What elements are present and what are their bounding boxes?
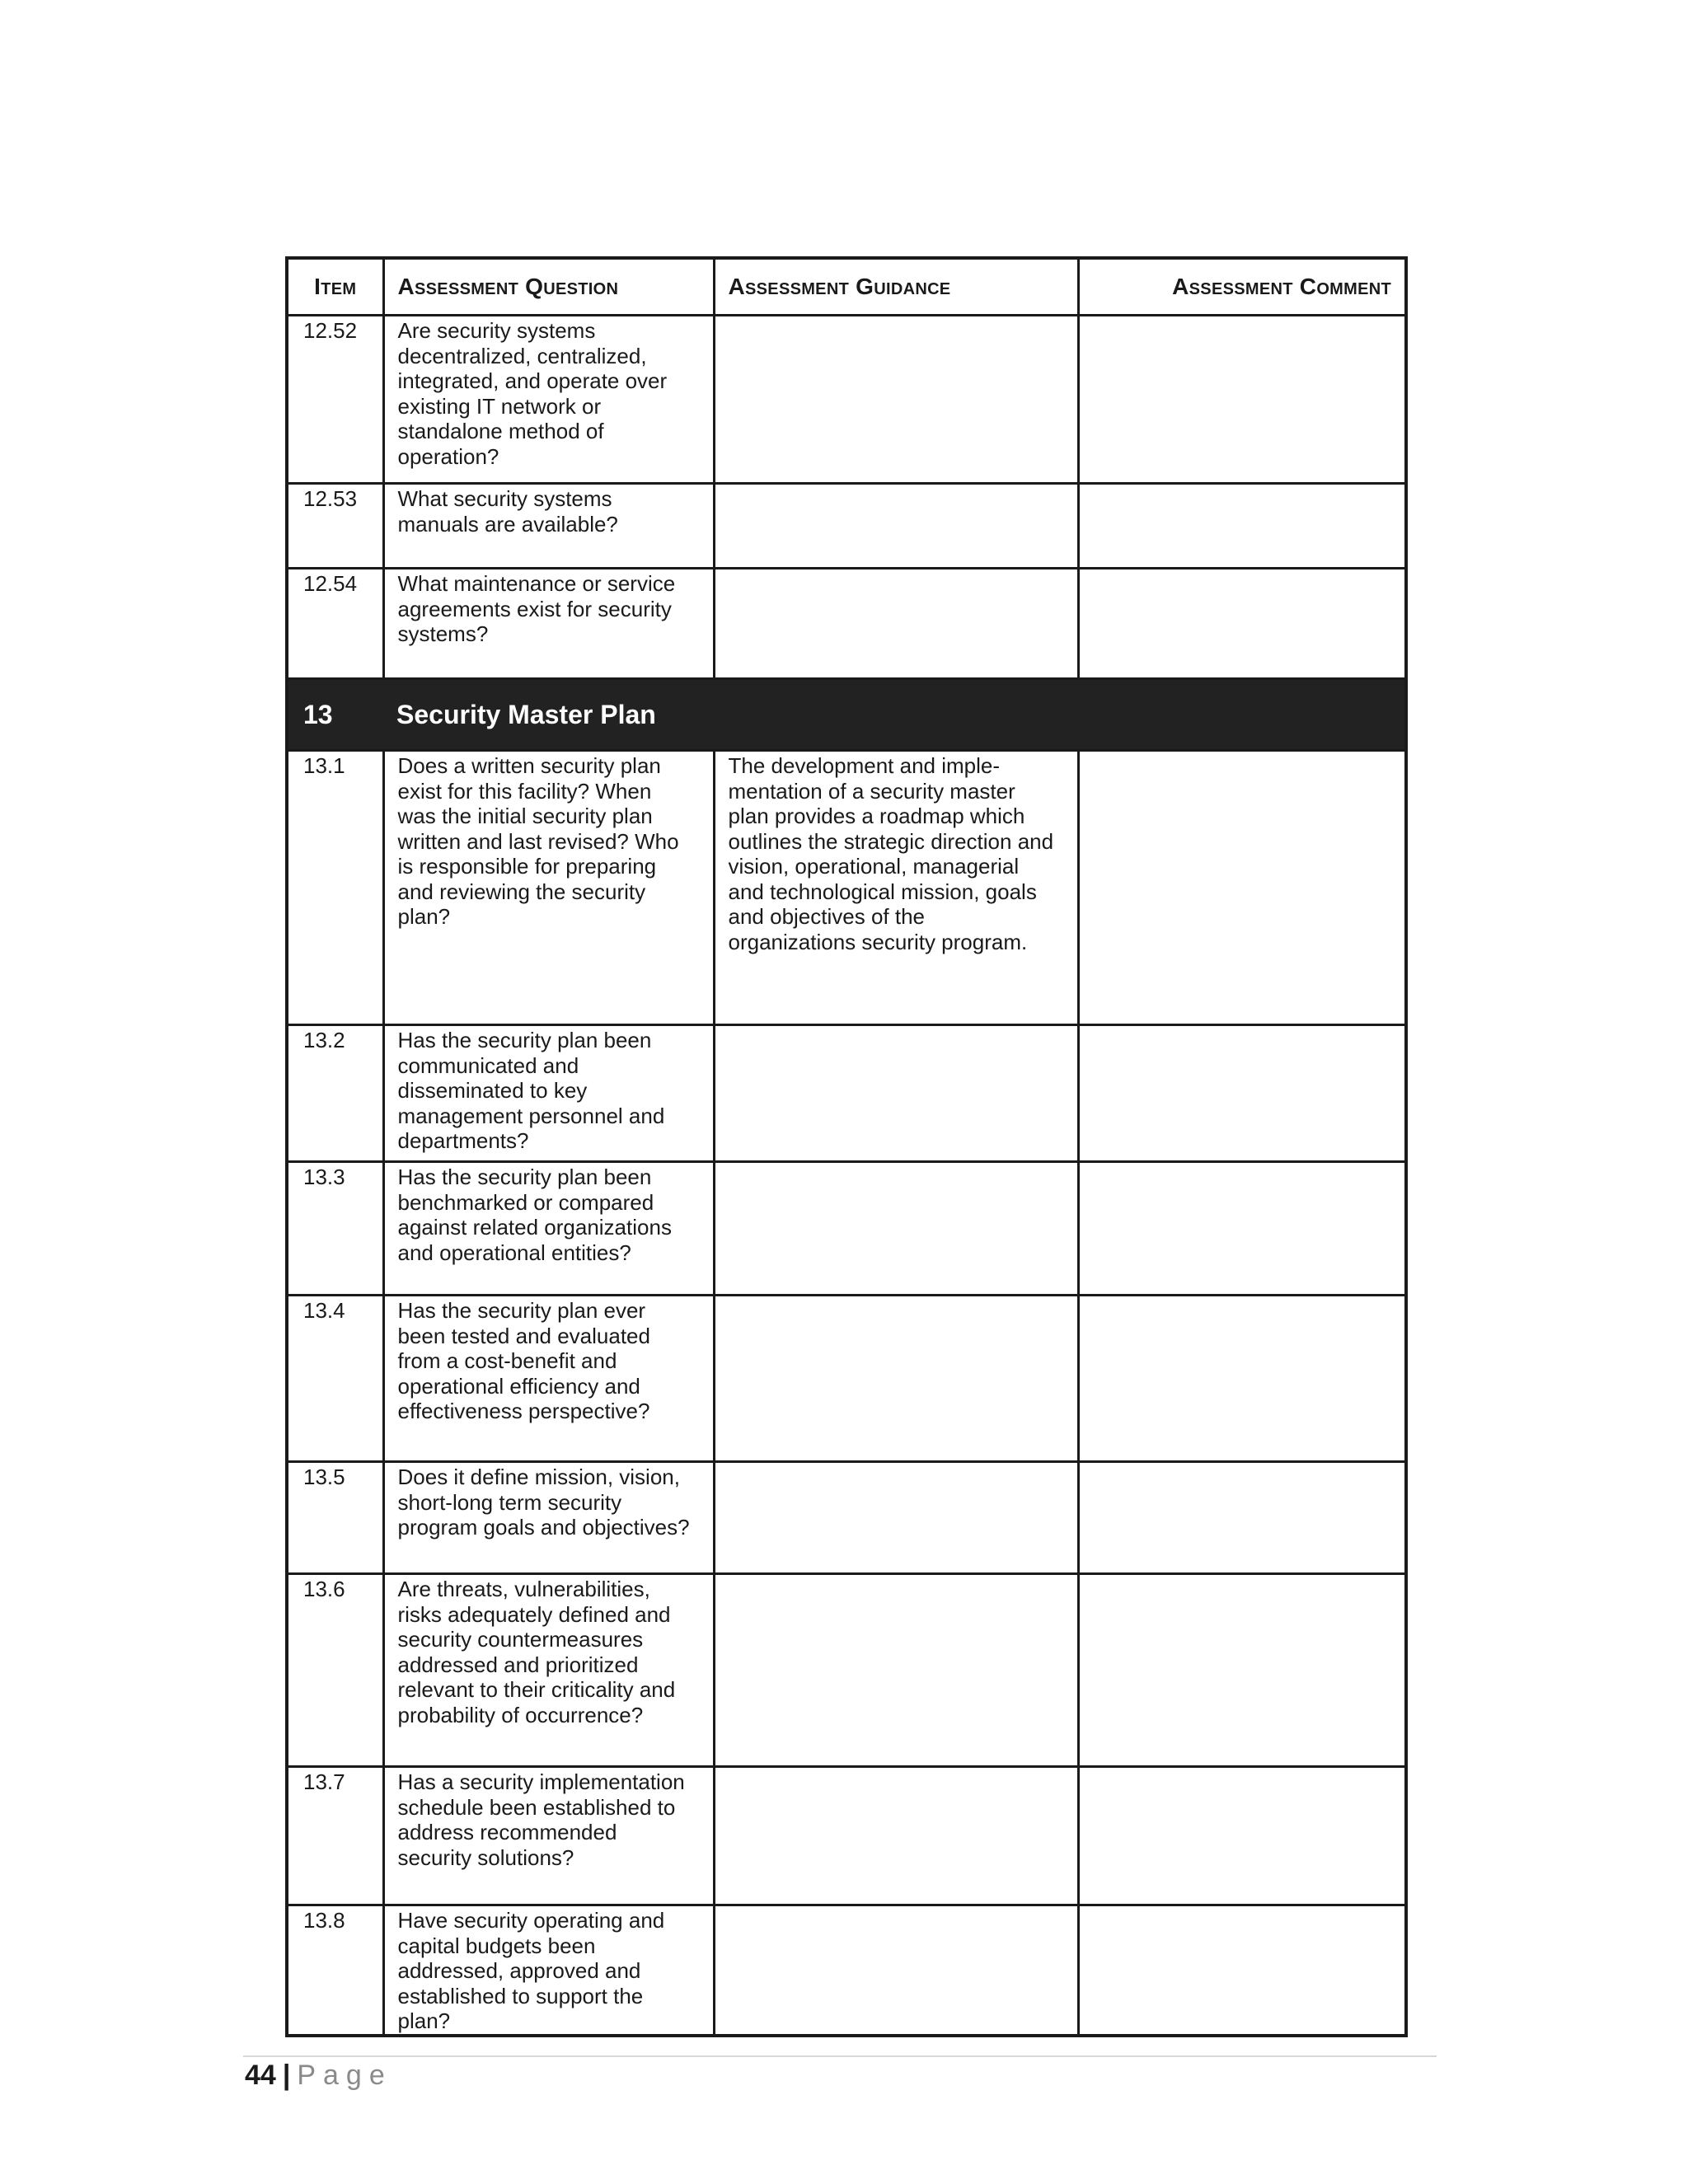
question-cell: [383, 569, 714, 679]
item-cell: [287, 1162, 383, 1296]
guidance-cell: [714, 751, 1078, 1025]
page-label: Page: [297, 2060, 392, 2091]
table-row: [287, 1296, 1406, 1462]
item-number: 12.53: [303, 486, 358, 511]
comment-text: [1080, 1463, 1405, 1465]
comment-text: [1080, 1575, 1405, 1577]
question-cell: [383, 1767, 714, 1905]
question-cell: [383, 316, 714, 484]
header-guidance: Assessment Guidance: [714, 258, 1078, 316]
table-header-row: [287, 258, 1406, 316]
section-number: [287, 679, 383, 751]
item-number: 12.54: [303, 571, 358, 596]
comment-cell: [1078, 1025, 1406, 1162]
table-row: [287, 1162, 1406, 1296]
guidance-cell: [714, 484, 1078, 569]
section-title-text: Security Master Plan: [396, 699, 656, 729]
item-cell: [287, 484, 383, 569]
question-text: Has the security plan ever been tested and evaluated from a cost-benefit and operational efficiency and effectiveness perspective?: [397, 1298, 650, 1423]
section-title: [383, 679, 1406, 751]
guidance-cell: [714, 1574, 1078, 1767]
guidance-text: The development and imple- mentation of a security master plan provides a roadmap which outlines the strategic direction and vision, operational, managerial and technological mission, goals and objectives of the organizations security program.: [728, 753, 1054, 954]
comment-text: [1080, 1906, 1405, 1908]
question-cell: [383, 484, 714, 569]
page-separator: |: [282, 2060, 291, 2091]
item-number: 13.1: [303, 753, 345, 778]
comment-cell: [1078, 569, 1406, 679]
question-text: Are threats, vulnerabilities, risks adequately defined and security countermeasures addressed and prioritized relevant to their criticality and probability of occurrence?: [397, 1577, 676, 1727]
item-number: 13.2: [303, 1028, 345, 1052]
guidance-cell: [714, 1462, 1078, 1574]
item-cell: [287, 1025, 383, 1162]
guidance-text: [715, 1163, 1077, 1165]
question-cell: [383, 1025, 714, 1162]
guidance-text: [715, 1575, 1077, 1577]
comment-text: [1080, 569, 1405, 571]
comment-cell: [1078, 1574, 1406, 1767]
item-number: 13.4: [303, 1298, 345, 1323]
table-row: [287, 1767, 1406, 1905]
guidance-text: [715, 1463, 1077, 1465]
page-number: 44: [245, 2060, 276, 2091]
question-text: Does a written security plan exist for this facility? When was the initial security plan written and last revised? Who is responsible for preparing and reviewing the security plan?: [397, 753, 679, 929]
guidance-text: [715, 1768, 1077, 1769]
item-cell: [287, 1767, 383, 1905]
comment-text: [1080, 1768, 1405, 1769]
guidance-cell: [714, 316, 1078, 484]
guidance-text: [715, 1026, 1077, 1028]
table-row: [287, 316, 1406, 484]
item-number: 13.5: [303, 1465, 345, 1489]
page-footer: [245, 2059, 392, 2092]
guidance-text: [715, 569, 1077, 571]
header-item: Item: [287, 258, 383, 316]
guidance-cell: [714, 1025, 1078, 1162]
item-number: 13.3: [303, 1165, 345, 1189]
assessment-table: [285, 256, 1408, 2037]
item-cell: [287, 1296, 383, 1462]
comment-text: [1080, 485, 1405, 486]
header-comment: Assessment Comment: [1078, 258, 1406, 316]
item-cell: [287, 1462, 383, 1574]
table-row: [287, 1574, 1406, 1767]
question-text: What security systems manuals are available?: [397, 486, 618, 537]
question-text: Have security operating and capital budgets been addressed, approved and established to support the plan?: [397, 1908, 665, 2033]
question-cell: [383, 751, 714, 1025]
table-body: [287, 316, 1406, 2036]
item-cell: [287, 1905, 383, 2036]
item-cell: [287, 569, 383, 679]
comment-text: [1080, 752, 1405, 753]
guidance-text: [715, 1296, 1077, 1298]
guidance-text: [715, 485, 1077, 486]
item-cell: [287, 751, 383, 1025]
footer-divider: [243, 2055, 1437, 2057]
comment-cell: [1078, 484, 1406, 569]
question-cell: [383, 1462, 714, 1574]
comment-cell: [1078, 1296, 1406, 1462]
table-row: [287, 569, 1406, 679]
section-number-text: 13: [303, 699, 333, 729]
item-number: 12.52: [303, 318, 358, 343]
comment-cell: [1078, 751, 1406, 1025]
comment-text: [1080, 316, 1405, 318]
item-cell: [287, 1574, 383, 1767]
table-row: [287, 1462, 1406, 1574]
item-number: 13.8: [303, 1908, 345, 1933]
guidance-cell: [714, 1296, 1078, 1462]
question-cell: [383, 1574, 714, 1767]
comment-cell: [1078, 316, 1406, 484]
header-question: Assessment Question: [383, 258, 714, 316]
comment-cell: [1078, 1162, 1406, 1296]
comment-text: [1080, 1026, 1405, 1028]
comment-text: [1080, 1163, 1405, 1165]
question-cell: [383, 1162, 714, 1296]
question-text: Has a security implementation schedule been established to address recommended security solutions?: [397, 1769, 685, 1870]
guidance-cell: [714, 1162, 1078, 1296]
comment-text: [1080, 1296, 1405, 1298]
comment-cell: [1078, 1767, 1406, 1905]
question-cell: [383, 1905, 714, 2036]
question-text: Has the security plan been benchmarked or compared against related organizations and operational entities?: [397, 1165, 672, 1265]
question-cell: [383, 1296, 714, 1462]
question-text: Are security systems decentralized, centralized, integrated, and operate over existing IT network or standalone method of operation?: [397, 318, 668, 469]
guidance-cell: [714, 1767, 1078, 1905]
item-number: 13.6: [303, 1577, 345, 1601]
question-text: Has the security plan been communicated and disseminated to key management personnel and departments?: [397, 1028, 665, 1153]
item-cell: [287, 316, 383, 484]
section-heading-row: [287, 679, 1406, 751]
question-text: What maintenance or service agreements exist for security systems?: [397, 571, 676, 646]
table-row: [287, 1025, 1406, 1162]
guidance-cell: [714, 569, 1078, 679]
table-row: [287, 1905, 1406, 2036]
question-text: Does it define mission, vision, short-long term security program goals and objectives?: [397, 1465, 690, 1540]
comment-cell: [1078, 1462, 1406, 1574]
guidance-cell: [714, 1905, 1078, 2036]
comment-cell: [1078, 1905, 1406, 2036]
table-row: [287, 751, 1406, 1025]
guidance-text: [715, 1906, 1077, 1908]
item-number: 13.7: [303, 1769, 345, 1794]
table-row: [287, 484, 1406, 569]
guidance-text: [715, 316, 1077, 318]
